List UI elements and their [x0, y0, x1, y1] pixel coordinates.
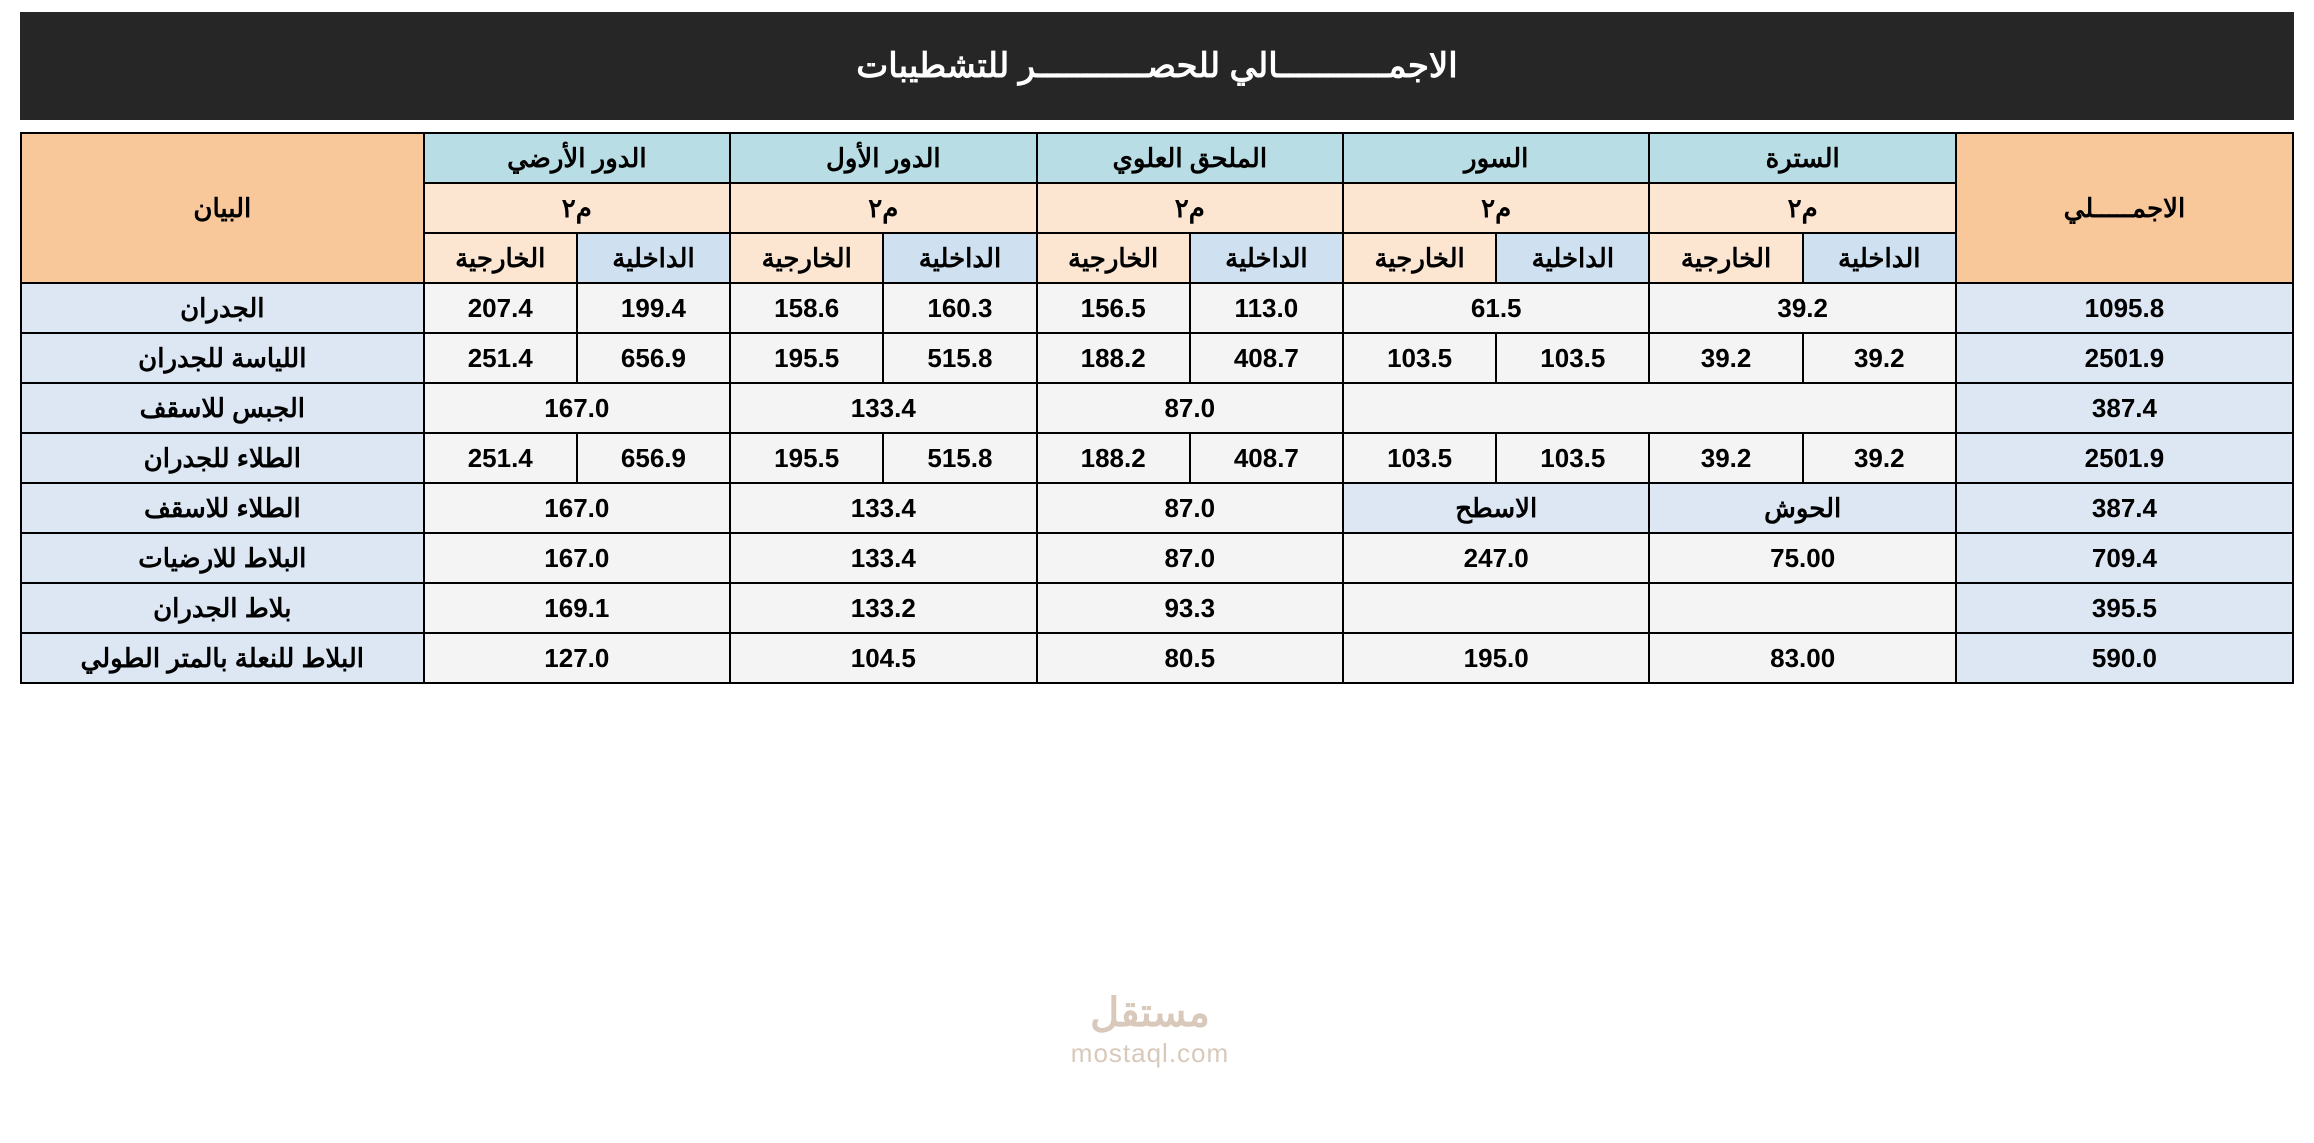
header-statement: البيان [21, 133, 424, 283]
row-cell: 195.0 [1343, 633, 1649, 683]
row-cell: 83.00 [1649, 633, 1955, 683]
header-group-3: الدور الأول [730, 133, 1036, 183]
row-cell-roof: الاسطح [1343, 483, 1649, 533]
row-cell: 156.5 [1037, 283, 1190, 333]
row-cell: 39.2 [1649, 283, 1955, 333]
row-cell: 207.4 [424, 283, 577, 333]
watermark-top: مستقل [1090, 991, 1210, 1035]
row-cell: 251.4 [424, 433, 577, 483]
row-label: البلاط للنعلة بالمتر الطولي [21, 633, 424, 683]
header-group-1: السور [1343, 133, 1649, 183]
watermark [1000, 990, 1300, 1069]
header-unit-0: م٢ [1649, 183, 1955, 233]
table-row [21, 483, 2293, 533]
row-cell: 167.0 [424, 533, 730, 583]
header-group-4: الدور الأرضي [424, 133, 730, 183]
row-cell: 133.4 [730, 383, 1036, 433]
header-sub-outer-2: الخارجية [1037, 233, 1190, 283]
table-row [21, 633, 2293, 683]
row-cell: 515.8 [883, 433, 1036, 483]
row-total: 2501.9 [1956, 333, 2293, 383]
header-unit-3: م٢ [730, 183, 1036, 233]
table-row [21, 333, 2293, 383]
row-cell-empty [1343, 383, 1956, 433]
row-label: الطلاء للاسقف [21, 483, 424, 533]
watermark-bottom: mostaql.com [1070, 1038, 1230, 1068]
row-cell: 195.5 [730, 333, 883, 383]
row-cell: 133.2 [730, 583, 1036, 633]
header-sub-inner-1: الداخلية [1496, 233, 1649, 283]
row-cell: 103.5 [1343, 433, 1496, 483]
row-total: 590.0 [1956, 633, 2293, 683]
finishing-summary-table [20, 132, 2294, 684]
row-cell: 127.0 [424, 633, 730, 683]
row-cell: 199.4 [577, 283, 730, 333]
header-group-2: الملحق العلوي [1037, 133, 1343, 183]
row-cell: 160.3 [883, 283, 1036, 333]
header-unit-1: م٢ [1343, 183, 1649, 233]
row-cell: 247.0 [1343, 533, 1649, 583]
table-row [21, 583, 2293, 633]
header-sub-inner-3: الداخلية [883, 233, 1036, 283]
row-cell: 87.0 [1037, 383, 1343, 433]
row-cell: 80.5 [1037, 633, 1343, 683]
row-cell: 103.5 [1496, 433, 1649, 483]
row-cell: 158.6 [730, 283, 883, 333]
header-sub-inner-2: الداخلية [1190, 233, 1343, 283]
row-cell: 188.2 [1037, 333, 1190, 383]
row-total: 387.4 [1956, 483, 2293, 533]
row-cell: 133.4 [730, 483, 1036, 533]
header-sub-outer-1: الخارجية [1343, 233, 1496, 283]
row-cell: 75.00 [1649, 533, 1955, 583]
header-group-0: السترة [1649, 133, 1955, 183]
row-cell: 167.0 [424, 483, 730, 533]
row-label: الجبس للاسقف [21, 383, 424, 433]
row-cell: 408.7 [1190, 433, 1343, 483]
row-cell: 113.0 [1190, 283, 1343, 333]
row-cell: 39.2 [1649, 433, 1802, 483]
header-sub-outer-3: الخارجية [730, 233, 883, 283]
row-cell-empty [1343, 583, 1649, 633]
row-cell: 133.4 [730, 533, 1036, 583]
row-total: 395.5 [1956, 583, 2293, 633]
table-row [21, 383, 2293, 433]
table-header-groups [21, 133, 2293, 183]
row-total: 709.4 [1956, 533, 2293, 583]
row-cell: 515.8 [883, 333, 1036, 383]
row-cell: 169.1 [424, 583, 730, 633]
row-cell: 93.3 [1037, 583, 1343, 633]
row-cell: 408.7 [1190, 333, 1343, 383]
header-sub-inner-4: الداخلية [577, 233, 730, 283]
row-cell: 251.4 [424, 333, 577, 383]
header-sub-inner-0: الداخلية [1803, 233, 1956, 283]
header-unit-2: م٢ [1037, 183, 1343, 233]
row-cell: 167.0 [424, 383, 730, 433]
header-unit-4: م٢ [424, 183, 730, 233]
row-cell: 87.0 [1037, 533, 1343, 583]
row-total: 2501.9 [1956, 433, 2293, 483]
row-label: البلاط للارضيات [21, 533, 424, 583]
row-cell: 39.2 [1649, 333, 1802, 383]
row-cell: 61.5 [1343, 283, 1649, 333]
row-total: 1095.8 [1956, 283, 2293, 333]
row-cell: 103.5 [1496, 333, 1649, 383]
header-sub-outer-4: الخارجية [424, 233, 577, 283]
row-total: 387.4 [1956, 383, 2293, 433]
row-cell: 87.0 [1037, 483, 1343, 533]
row-cell: 656.9 [577, 433, 730, 483]
row-cell: 188.2 [1037, 433, 1190, 483]
row-label: بلاط الجدران [21, 583, 424, 633]
row-label: اللياسة للجدران [21, 333, 424, 383]
row-label: الجدران [21, 283, 424, 333]
row-cell-empty [1649, 583, 1955, 633]
document-title: الاجمـــــــــــالي للحصـــــــــــر للتشطيبات [20, 12, 2294, 120]
row-label: الطلاء للجدران [21, 433, 424, 483]
row-cell: 103.5 [1343, 333, 1496, 383]
header-total: الاجمـــــلي [1956, 133, 2293, 283]
row-cell-courtyard: الحوش [1649, 483, 1955, 533]
table-row [21, 283, 2293, 333]
header-sub-outer-0: الخارجية [1649, 233, 1802, 283]
row-cell: 39.2 [1803, 433, 1956, 483]
row-cell: 195.5 [730, 433, 883, 483]
row-cell: 104.5 [730, 633, 1036, 683]
row-cell: 39.2 [1803, 333, 1956, 383]
table-row [21, 533, 2293, 583]
row-cell: 656.9 [577, 333, 730, 383]
table-row [21, 433, 2293, 483]
